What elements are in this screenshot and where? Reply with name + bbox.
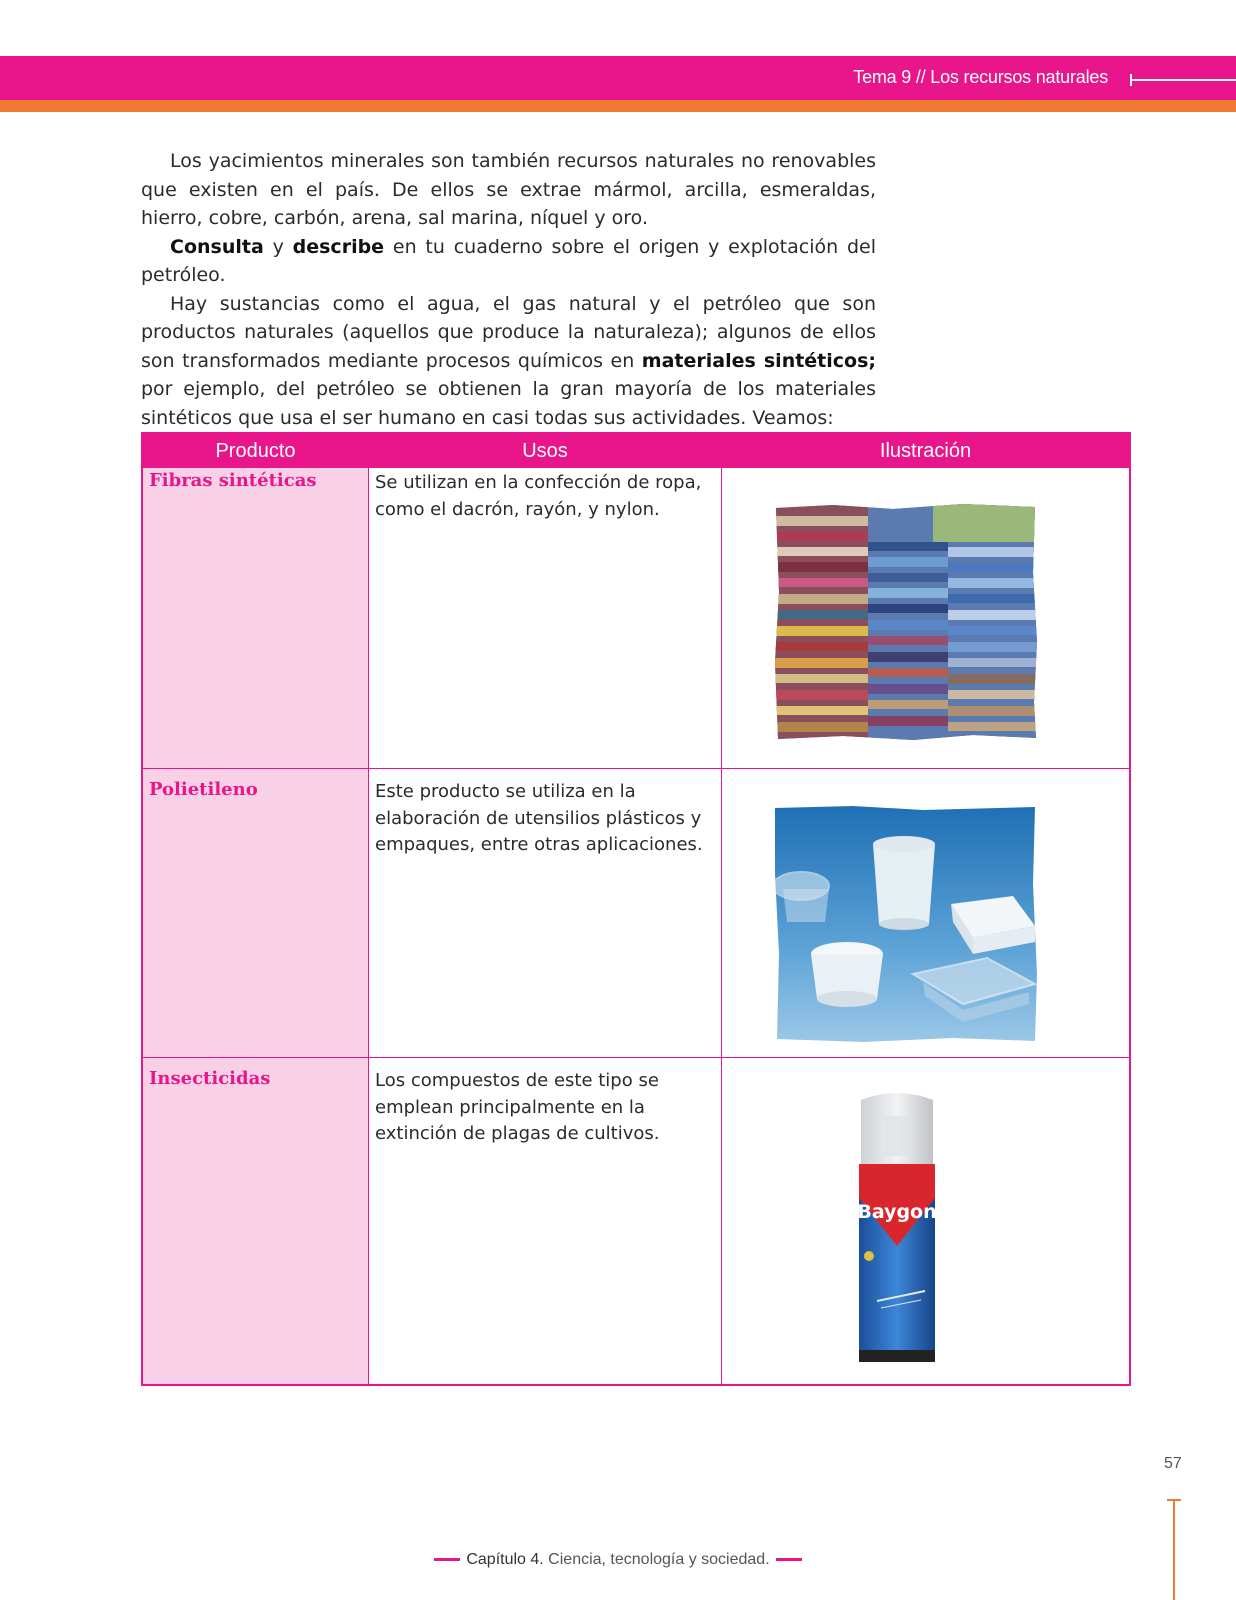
product-uses: Este producto se utiliza en la elaboración de utensilios plásticos y empaques, entre otras aplicaciones. bbox=[375, 781, 703, 855]
side-rule bbox=[1173, 1500, 1175, 1600]
intro-text bbox=[141, 147, 876, 432]
footer-dash-left bbox=[434, 1558, 460, 1561]
header-usos: Usos bbox=[522, 440, 568, 462]
plastic-containers-image bbox=[773, 804, 1039, 1044]
conjunction: y bbox=[263, 235, 293, 258]
product-column-background bbox=[143, 468, 368, 1384]
bold-describe: describe bbox=[292, 235, 385, 258]
header-stripe bbox=[0, 100, 1236, 112]
table-header bbox=[143, 434, 1129, 468]
chapter-title: Ciencia, tecnología y sociedad. bbox=[543, 1551, 770, 1568]
product-name: Insecticidas bbox=[149, 1068, 271, 1089]
intro-paragraph-1: Los yacimientos minerales son también recursos naturales no renovables que existen en el país. De ellos se extrae mármol, arcilla, esmeraldas, hierro, cobre, carbón, arena, sal marina, níquel y oro. bbox=[141, 150, 876, 229]
column-divider bbox=[721, 434, 722, 1384]
header-producto: Producto bbox=[215, 440, 296, 462]
chapter-label: Capítulo 4. bbox=[466, 1551, 544, 1568]
product-uses: Los compuestos de este tipo se emplean principalmente en la extinción de plagas de cultivos. bbox=[375, 1070, 660, 1144]
brand-text: Baygon bbox=[857, 1201, 937, 1223]
bold-consulta: Consulta bbox=[170, 235, 264, 258]
header-ilustracion: Ilustración bbox=[879, 440, 972, 462]
paragraph-3-end: por ejemplo, del petróleo se obtienen la gran mayoría de los materiales sintéticos que usa el ser humano en casi todas sus actividades. Veamos: bbox=[141, 378, 876, 429]
paragraph-3-start: Hay sustancias como el agua, el gas natural y el petróleo que son productos naturales (aquellos que produce la naturaleza); algunos de ellos son transformados mediante procesos químicos en bbox=[141, 292, 876, 372]
bold-materiales: materiales sintéticos; bbox=[641, 349, 877, 372]
intro-paragraph-3 bbox=[141, 290, 876, 433]
column-divider bbox=[368, 434, 369, 1384]
page-number: 57 bbox=[1164, 1455, 1182, 1472]
row-divider bbox=[143, 768, 1129, 769]
product-name: Polietileno bbox=[149, 779, 258, 800]
footer bbox=[0, 1551, 1236, 1569]
instruction-text: en tu cuaderno sobre el origen y explotación del petróleo. bbox=[141, 235, 876, 286]
header-rule bbox=[1130, 79, 1236, 81]
header-title: Tema 9 // Los recursos naturales bbox=[853, 67, 1108, 87]
insecticide-can-image bbox=[847, 1086, 947, 1366]
intro-paragraph-2 bbox=[141, 233, 876, 290]
products-table bbox=[141, 432, 1131, 1386]
fabric-rolls-image bbox=[773, 502, 1039, 742]
footer-dash-right bbox=[776, 1558, 802, 1561]
product-name: Fibras sintéticas bbox=[149, 470, 317, 491]
product-uses: Se utilizan en la confección de ropa, como el dacrón, rayón, y nylon. bbox=[375, 472, 702, 520]
row-divider bbox=[143, 1057, 1129, 1058]
